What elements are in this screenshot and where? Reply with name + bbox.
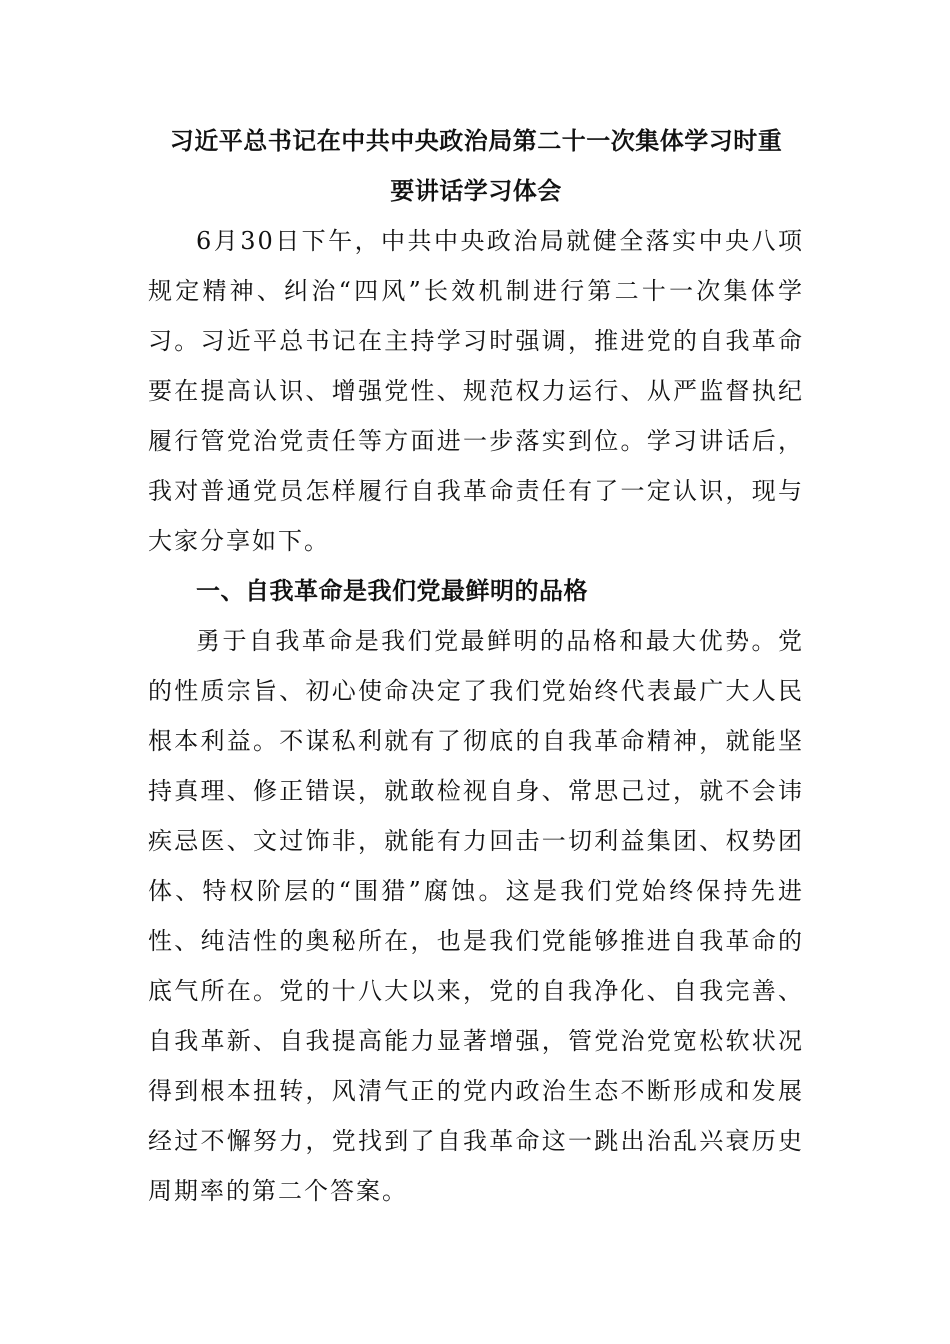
- intro-paragraph: 6月30日下午，中共中央政治局就健全落实中央八项规定精神、纠治“四风”长效机制进行第二十一次集体学习。习近平总书记在主持学习时强调，推进党的自我革命要在提高认识、增强党性、规范权力运行、从严监督执纪履行管党治党责任等方面进一步落实到位。学习讲话后，我对普通党员怎样履行自我革命责任有了一定认识，现与大家分享如下。: [148, 227, 804, 555]
- title-line-1: 习近平总书记在中共中央政治局第二十一次集体学习时重: [169, 127, 783, 155]
- document-page: [148, 116, 804, 1216]
- title-line-2: 要讲话学习体会: [390, 177, 562, 205]
- section-1-paragraph: 勇于自我革命是我们党最鲜明的品格和最大优势。党的性质宗旨、初心使命决定了我们党始终代表最广大人民根本利益。不谋私利就有了彻底的自我革命精神，就能坚持真理、修正错误，就敢检视自身、常思己过，就不会讳疾忌医、文过饰非，就能有力回击一切利益集团、权势团体、特权阶层的“围猎”腐蚀。这是我们党始终保持先进性、纯洁性的奥秘所在，也是我们党能够推进自我革命的底气所在。党的十八大以来，党的自我净化、自我完善、自我革新、自我提高能力显著增强，管党治党宽松软状况得到根本扭转，风清气正的党内政治生态不断形成和发展经过不懈努力，党找到了自我革命这一跳出治乱兴衰历史周期率的第二个答案。: [148, 627, 804, 1205]
- document-title: [148, 116, 804, 216]
- section-heading-1: 一、自我革命是我们党最鲜明的品格: [196, 577, 588, 605]
